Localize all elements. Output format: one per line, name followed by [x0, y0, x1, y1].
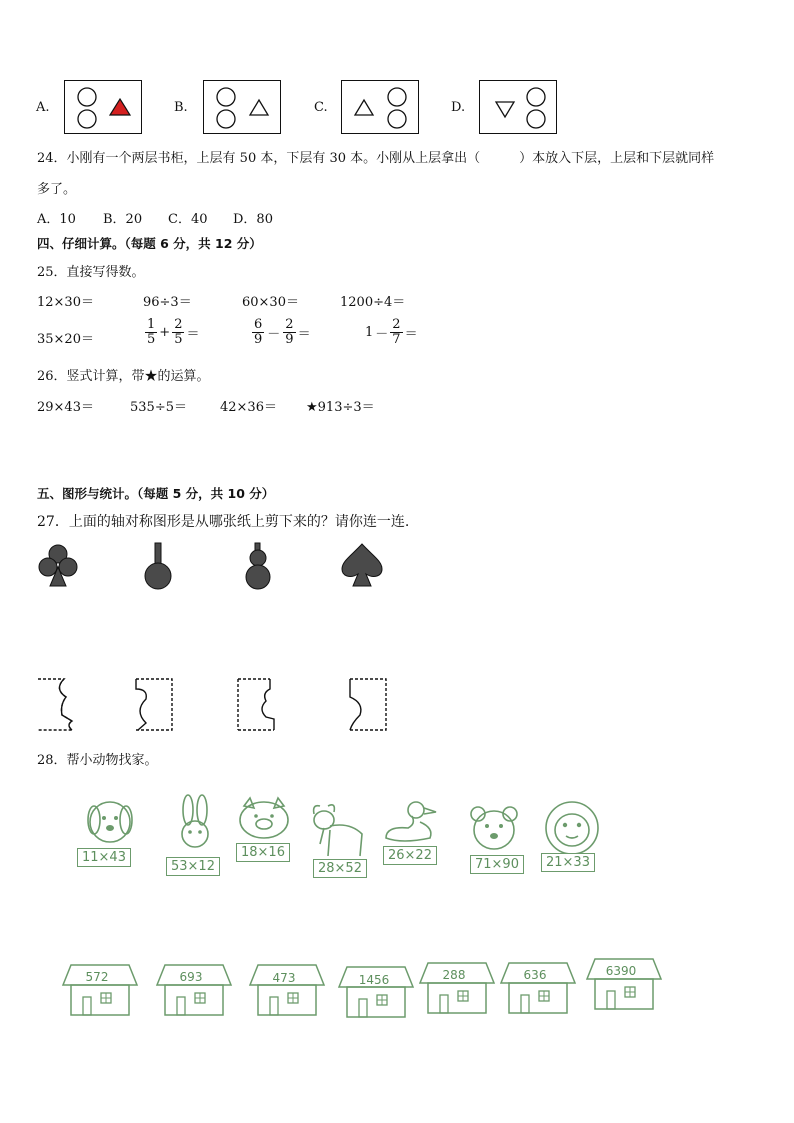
dog-icon [80, 796, 140, 856]
frac-den: 5 [174, 332, 183, 347]
frac-num: 2 [285, 317, 294, 332]
option-a-label: A. [36, 100, 50, 115]
red-triangle-icon [110, 99, 130, 115]
operator: + [159, 325, 171, 340]
paper-cut-1[interactable] [36, 677, 80, 733]
q27-text: 27．上面的轴对称图形是从哪张纸上剪下来的？请你连一连. [37, 514, 410, 530]
rabbit-icon [168, 794, 222, 860]
option-a-box[interactable] [64, 80, 142, 134]
option-b-box[interactable] [203, 80, 281, 134]
frac-num: 6 [254, 317, 263, 332]
paper-cut-4[interactable] [344, 677, 390, 733]
option-a-shapes [65, 81, 141, 133]
operator: － [375, 327, 389, 342]
frac-expr-1 [145, 318, 199, 347]
circle-icon [388, 110, 406, 128]
option-d-label: D. [451, 100, 466, 115]
circle-icon [217, 88, 235, 106]
operator: － [267, 327, 281, 342]
calc-row1-4: 1200÷4＝ [340, 295, 406, 310]
paper-cut-2[interactable] [130, 677, 176, 733]
club-shape-icon [36, 543, 80, 589]
calc-row3-4: ★913÷3＝ [306, 400, 375, 415]
q28-text: 28．帮小动物找家。 [37, 753, 158, 768]
triangle-icon [355, 100, 373, 115]
frac-expr-2 [252, 318, 311, 347]
frac-den: 7 [392, 332, 401, 347]
calc-row3-2: 535÷5＝ [130, 400, 187, 415]
q24-choice-b[interactable]: B．20 [103, 212, 143, 227]
option-b-shapes [204, 81, 280, 133]
inverted-triangle-icon [496, 102, 514, 117]
duck-icon [382, 798, 444, 846]
q26-text: 26．竖式计算，带★的运算。 [37, 369, 210, 384]
circle-icon [388, 88, 406, 106]
option-b-label: B. [174, 100, 188, 115]
circle-icon [527, 110, 545, 128]
section4-title: 四、仔细计算。（每题 6 分，共 12 分） [37, 236, 262, 251]
circle-icon [217, 110, 235, 128]
triangle-icon [250, 100, 268, 115]
animal-label-rabbit[interactable]: 53×12 [166, 857, 220, 876]
calc-row1-2: 96÷3＝ [143, 295, 192, 310]
frac-num: 2 [392, 317, 401, 332]
animal-label-bear[interactable]: 71×90 [470, 855, 524, 874]
animal-label-pig[interactable]: 18×16 [236, 843, 290, 862]
paper-cut-3[interactable] [236, 677, 282, 733]
option-d-box[interactable] [479, 80, 557, 134]
calc-row3-3: 42×36＝ [220, 400, 277, 415]
calc-row1-3: 60×30＝ [242, 295, 299, 310]
circle-icon [78, 88, 96, 106]
ladle-shape-icon [140, 541, 176, 591]
animal-label-duck[interactable]: 26×22 [383, 846, 437, 865]
frac-den: 5 [147, 332, 156, 347]
circle-icon [527, 88, 545, 106]
house-number-7: 6390 [605, 964, 637, 978]
q24-choice-d[interactable]: D．80 [233, 212, 273, 227]
frac-den: 9 [285, 332, 294, 347]
goat-icon [306, 800, 370, 862]
frac-num: 1 [147, 317, 156, 332]
section5-title: 五、图形与统计。（每题 5 分，共 10 分） [37, 486, 275, 501]
bear-icon [468, 804, 520, 854]
option-c-box[interactable] [341, 80, 419, 134]
q24-text-line1: 24．小刚有一个两层书柜，上层有 50 本，下层有 30 本。小刚从上层拿出（ ）本放入下层，上层和下层就同样 [37, 151, 715, 166]
animal-label-goat[interactable]: 28×52 [313, 859, 367, 878]
q24-choice-c[interactable]: C．40 [168, 212, 208, 227]
house-number-1: 572 [85, 970, 109, 984]
pig-icon [234, 796, 294, 842]
q24-text-line2: 多了。 [37, 182, 77, 197]
spade-shape-icon [338, 541, 386, 589]
equals: ＝ [186, 327, 200, 342]
calc-row1-1: 12×30＝ [37, 295, 94, 310]
equals: ＝ [404, 327, 418, 342]
calc-row3-1: 29×43＝ [37, 400, 94, 415]
house-number-5: 288 [442, 968, 466, 982]
animal-label-dog[interactable]: 11×43 [77, 848, 131, 867]
house-number-3: 473 [272, 971, 296, 985]
option-c-label: C. [314, 100, 328, 115]
house-number-2: 693 [179, 970, 203, 984]
frac-num: 2 [174, 317, 183, 332]
q24-choice-a[interactable]: A．10 [37, 212, 76, 227]
frac-den: 9 [254, 332, 263, 347]
animal-label-monkey[interactable]: 21×33 [541, 853, 595, 872]
circle-icon [78, 110, 96, 128]
q25-text: 25．直接写得数。 [37, 265, 145, 280]
house-number-4: 1456 [358, 973, 390, 987]
equals: ＝ [297, 327, 311, 342]
monkey-icon [540, 800, 604, 856]
option-d-shapes [480, 81, 556, 133]
gourd-shape-icon [240, 541, 276, 591]
whole-number: 1 [365, 325, 374, 340]
house-number-6: 636 [523, 968, 547, 982]
option-c-shapes [342, 81, 418, 133]
calc-row2-1: 35×20＝ [37, 332, 94, 347]
frac-expr-3 [365, 318, 418, 347]
